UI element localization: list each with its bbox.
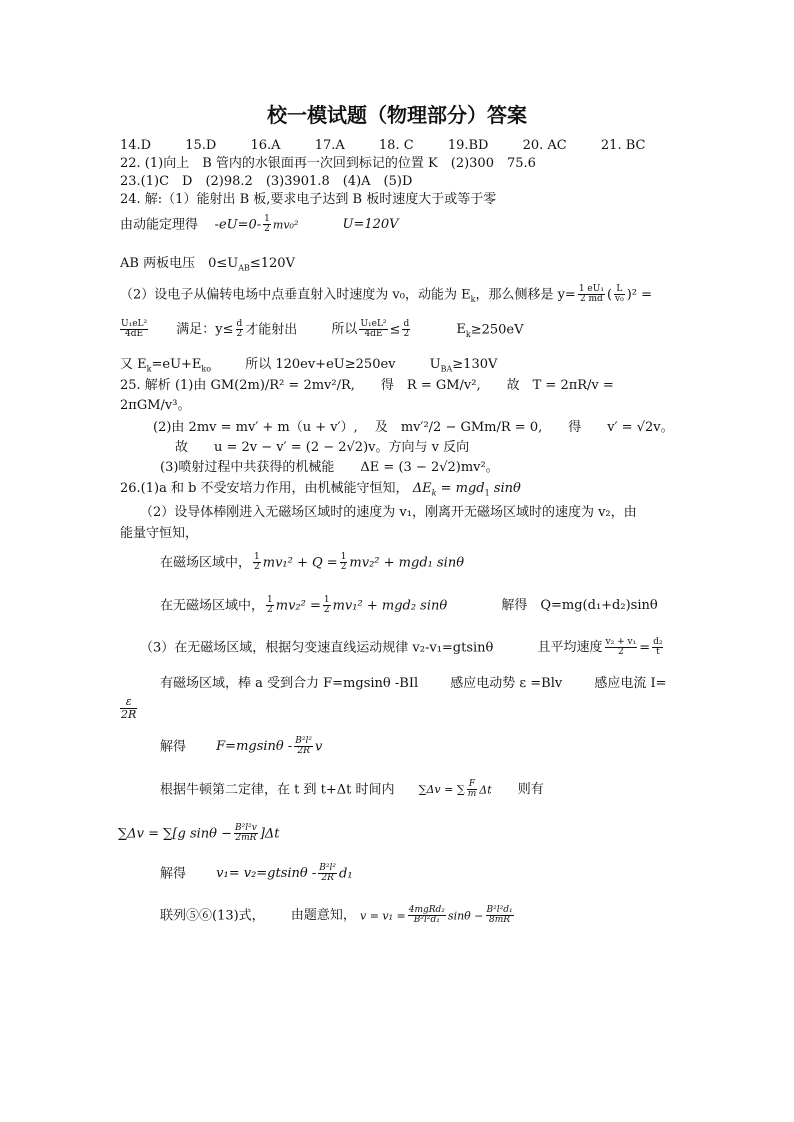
q23-answer: 23.(1)C D (2)98.2 (3)3901.8 (4)A (5)D [120, 174, 413, 189]
q25-line2: 2πGM/v³。 [120, 398, 191, 413]
q24-voltage-range: AB 两板电压 $0\le U_{AB}\le 120V$ [120, 256, 295, 273]
mc-answer: 19.BD [447, 138, 489, 153]
q25-line5: (3)喷射过程中共获得的机械能 ΔE = (3 − 2√2)mv²。 [160, 460, 499, 475]
q26-sum-equation: ∑Δv = ∑[g sinθ − $\frac{\text{B²l²v}}{2mR}$ ]Δt [118, 823, 280, 844]
q24-part2: （2）设电子从偏转电场中点垂直射入时速度为 v₀，动能为 $E_k$，那么侧移是 y= $\frac{\text{1 eU₁}}{2 md}$ ( $\frac{L}{\text{v₀}}$ )² = [120, 284, 653, 305]
q26-current-fraction: $\frac{\varepsilon}{2R}$ [121, 695, 137, 721]
mc-answer: 18. C [378, 138, 414, 153]
multiple-choice-answers [120, 138, 645, 154]
q22-answer: 22. (1)向上 B 管内的水银面再一次回到标记的位置 K (2)300 75.6 [120, 156, 536, 171]
q25-line3: (2)由 2mv = mv′ + m（u + v′）, 及 mv′²/2 − GMm/R = 0, 得 v′ = √2v。 [153, 420, 674, 435]
q24-final: 又 $E_k=eU+E_{ko}$ 所以 120ev+eU≥250ev $U_{BA}\ge 130V$ [120, 357, 498, 374]
mc-answer: 21. BC [600, 138, 646, 153]
q26-non-magnetic-region-equation: 在无磁场区域中， $\frac{1}{2}$ mv₂² = $\frac{1}{2}$ mv₁² + mgd₂ sinθ 解得 Q=mg(d₁+d₂)sinθ [160, 595, 658, 616]
q26-part3: （3）在无磁场区域，根据匀变速直线运动规律 v₂-v₁=gtsinθ 且平均速度 $\frac{\text{v₂ + v₁}}{2}$ = $\frac{\text{d₂}}{t}$ [140, 637, 663, 658]
q26-force-result: 解得 F=mgsinθ - $\frac{\text{B²l²}}{2R}$ v [160, 736, 323, 757]
q26-newton-line: 根据牛顿第二定律，在 t 到 t+Δt 时间内 ∑Δv = ∑ $\frac{F}{m}$ Δt 则有 [160, 779, 544, 800]
mc-answer: 20. AC [522, 138, 567, 153]
q26-line2: （2）设导体棒刚进入无磁场区域时的速度为 v₁，刚离开无磁场区域时的速度为 v₂，由 [140, 505, 637, 520]
q26-velocity-result: 解得 v₁= v₂=gtsinθ - $\frac{\text{B²l²}}{2R}$ d₁ [160, 863, 353, 884]
q24-condition: $\frac{\text{U₁eL²}}{4dE}$ 满足：y≤ $\frac{d}{2}$ 才能射出 所以 $\frac{\text{U₁eL²}}{4dE}$ ≤ $\frac{d}{2}$ $E_k\ge 250eV$ [121, 319, 524, 340]
q25-line1: 25. 解析 (1)由 GM(2m)/R² = 2mv²/R, 得 R = GM/v², 故 T = 2πR/v = [120, 378, 614, 393]
q26-line1: 26.(1)a 和 b 不受安培力作用，由机械能守恒知， $\Delta E_k = mgd_1$ sinθ [120, 481, 521, 498]
q26-final-equation: 联列⑤⑥(13)式， 由题意知， v = v₁ = $\frac{\text{4mgRd₂}}{\text{B²l²d₁}}$ sinθ − $\frac{\text{B²l²d₁}}{8mR}$ [160, 905, 513, 926]
page-title: 校一模试题（物理部分）答案 [267, 103, 527, 127]
mc-answer: 16.A [250, 138, 281, 153]
q26-force-line: 有磁场区域，棒 a 受到合力 F=mgsinθ -BIl 感应电动势 ε =Blv 感应电流 I= [160, 676, 667, 691]
mc-answer: 14.D [120, 138, 152, 153]
q24-part1: 24. 解:（1）能射出 B 板,要求电子达到 B 板时速度大于或等于零 [120, 192, 497, 207]
mc-answer: 17.A [314, 138, 345, 153]
q26-magnetic-region-equation: 在磁场区域中， $\frac{1}{2}$ mv₁² + Q = $\frac{1}{2}$ mv₂² + mgd₁ sinθ [160, 552, 465, 573]
q26-line3: 能量守恒知， [120, 526, 199, 541]
mc-answer: 15.D [185, 138, 217, 153]
q25-line4: 故 u = 2v − v′ = (2 − 2√2)v。方向与 v 反向 [175, 440, 470, 455]
q24-energy-equation: 由动能定理得 -eU=0- $\frac{1}{2}$ mv₀² U=120V [120, 214, 399, 235]
